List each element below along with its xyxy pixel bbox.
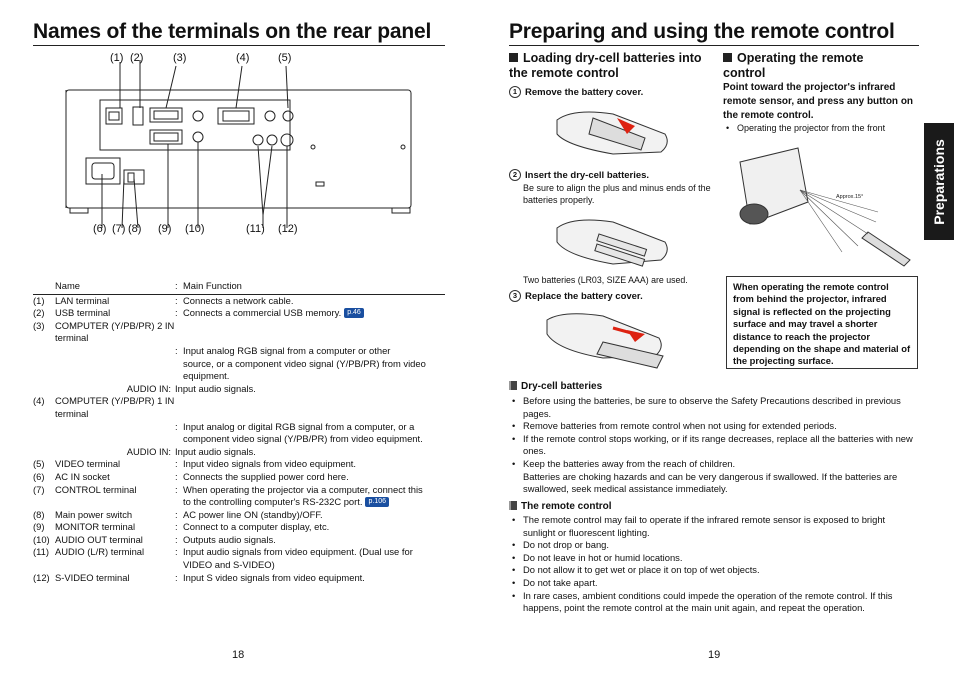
row-name	[55, 433, 175, 446]
operating-front-bullet	[723, 123, 954, 133]
row-name: CONTROL terminal	[55, 483, 137, 495]
row-name	[55, 370, 175, 383]
projector-remote-illustration	[738, 142, 918, 267]
step-3	[509, 290, 643, 303]
left-page-title: Names of the terminals on the rear panel	[33, 20, 432, 43]
table-row	[33, 421, 445, 434]
row-function	[183, 395, 445, 420]
list-item: • In rare cases, ambient conditions could impede the operation of the remote control. If this happens, point the remote control at the main unit again, and repeat the operation.	[509, 590, 919, 615]
row-colon: :	[175, 533, 178, 545]
row-function: VIDEO and S-VIDEO)	[183, 559, 275, 571]
diagram-label-1: (1)	[110, 52, 124, 64]
table-header	[33, 280, 445, 295]
row-name: USB terminal	[55, 307, 111, 319]
row-name: COMPUTER (Y/PB/PR) 1 IN terminal	[55, 395, 175, 419]
row-function: Connect to a computer display, etc.	[183, 521, 330, 533]
square-bullet-icon	[509, 53, 518, 62]
step-1	[509, 86, 643, 99]
row-number	[33, 559, 55, 572]
row-name: MONITOR terminal	[55, 521, 136, 533]
row-colon	[175, 370, 183, 383]
dry-cell-list	[509, 395, 919, 496]
square-bullet-icon	[723, 53, 732, 62]
row-number	[33, 358, 55, 371]
row-function: Connects a commercial USB memory.	[183, 307, 342, 319]
row-colon	[175, 395, 183, 420]
row-number: (3)	[33, 319, 45, 331]
table-row	[33, 446, 445, 459]
row-number	[33, 345, 55, 358]
section-tab-label: Preparations	[931, 138, 947, 225]
diagram-label-8: (8)	[128, 223, 142, 235]
row-function: equipment.	[183, 370, 230, 382]
remote-insert-batteries-illustration	[553, 212, 673, 272]
remote-heading: The remote control	[521, 501, 612, 512]
row-colon: :	[175, 483, 178, 495]
row-name	[55, 345, 175, 358]
step-2-text: Insert the dry-cell batteries.	[525, 170, 650, 181]
row-colon	[175, 358, 183, 371]
row-number: (2)	[33, 307, 45, 319]
row-function	[183, 320, 445, 345]
table-row	[33, 433, 445, 446]
row-function: Input audio signals.	[175, 382, 256, 394]
row-number	[33, 446, 55, 459]
row-colon: :	[175, 521, 178, 533]
diagram-label-11: (11)	[246, 223, 265, 235]
list-item: • Do not allow it to get wet or place it on top of wet objects.	[509, 564, 919, 577]
row-name	[55, 496, 175, 509]
table-row	[33, 370, 445, 383]
row-colon: :	[175, 470, 178, 482]
table-row	[33, 559, 445, 572]
row-name: COMPUTER (Y/PB/PR) 2 IN terminal	[55, 319, 175, 344]
row-function: Input audio signals.	[175, 445, 256, 457]
terminals-table	[33, 280, 445, 584]
diagram-label-2: (2)	[130, 52, 144, 64]
table-row	[33, 320, 445, 345]
diagram-label-6: (6)	[93, 223, 107, 235]
operating-heading: Operating the remote control	[723, 51, 864, 80]
row-number: (1)	[33, 294, 45, 306]
row-colon: :	[175, 344, 178, 356]
table-row	[33, 307, 445, 320]
diagram-label-5: (5)	[278, 52, 292, 64]
header-colon: :	[175, 280, 178, 291]
row-function: component video signal (Y/PB/PR) from video equipment.	[183, 433, 423, 445]
row-number: (6)	[33, 470, 45, 482]
row-name: AUDIO IN:	[126, 445, 171, 457]
row-name: VIDEO terminal	[55, 458, 121, 470]
table-row	[33, 395, 445, 420]
step-1-number: 1	[509, 86, 521, 98]
row-number: (9)	[33, 521, 45, 533]
row-colon: :	[175, 546, 178, 558]
list-item: • Do not drop or bang.	[509, 539, 919, 552]
diagram-label-3: (3)	[173, 52, 187, 64]
row-function: Input audio signals from video equipment. (Dual use for	[183, 546, 413, 558]
diagram-label-10: (10)	[185, 223, 205, 235]
step-1-text: Remove the battery cover.	[525, 87, 644, 98]
step-2	[509, 169, 649, 182]
table-row	[33, 534, 445, 547]
table-row	[33, 546, 445, 559]
right-page-number: 19	[708, 649, 721, 661]
row-name: LAN terminal	[55, 294, 110, 306]
step-2-note: Be sure to align the plus and minus ends of the batteries properly.	[523, 183, 711, 205]
table-row	[33, 345, 445, 358]
left-title-rule	[33, 45, 445, 46]
table-row	[33, 521, 445, 534]
table-row	[33, 572, 445, 585]
list-item: • If the remote control stops working, or if its range decreases, replace all the batteries with new ones.	[509, 433, 919, 458]
row-function: Input S video signals from video equipment.	[183, 571, 365, 583]
note-icon	[509, 501, 517, 510]
list-item: • Keep the batteries away from the reach of children.	[509, 458, 919, 471]
row-name: AUDIO OUT terminal	[55, 533, 143, 545]
list-item: • Remove batteries from remote control when not using for extended periods.	[509, 420, 919, 433]
remote-list	[509, 514, 919, 615]
row-colon	[175, 559, 183, 572]
row-name	[55, 358, 175, 371]
row-function: Input analog RGB signal from a computer or other	[183, 344, 391, 356]
step-3-text: Replace the battery cover.	[525, 291, 643, 302]
remote-heading-block	[509, 501, 612, 512]
list-item: • Do not leave in hot or humid locations.	[509, 552, 919, 565]
loading-heading: Loading dry-cell batteries into the remote control	[509, 51, 702, 80]
diagram-label-12: (12)	[278, 223, 298, 235]
diagram-label-4: (4)	[236, 52, 250, 64]
batteries-used-note: Two batteries (LR03, SIZE AAA) are used.	[523, 275, 688, 285]
row-function: Connects a network cable.	[183, 294, 294, 306]
table-body	[33, 295, 445, 585]
row-function: source, or a component video signal (Y/PB/PR) from video	[183, 357, 426, 369]
row-number: (11)	[33, 546, 49, 558]
row-function: Connects the supplied power cord here.	[183, 470, 349, 482]
row-number	[33, 370, 55, 383]
row-number: (8)	[33, 508, 45, 520]
diagram-label-9: (9)	[158, 223, 172, 235]
row-colon	[175, 433, 183, 446]
operating-front-text: Operating the projector from the front	[737, 123, 886, 133]
list-item: • Do not take apart.	[509, 577, 919, 590]
table-row	[33, 458, 445, 471]
row-number	[33, 421, 55, 434]
table-row	[33, 471, 445, 484]
dry-cell-heading-block	[509, 381, 602, 392]
row-number: (10)	[33, 533, 50, 545]
remote-replace-cover-illustration	[543, 306, 673, 374]
behind-projector-warning: When operating the remote control from behind the projector, infrared signal is reflected on the projecting surface and may travel a shorter distance to reach the projector depending on the shape and material of the projecting surface.	[726, 276, 918, 369]
row-function: AC power line ON (standby)/OFF.	[183, 508, 323, 520]
rear-panel-diagram	[58, 50, 418, 280]
row-name: AUDIO (L/R) terminal	[55, 546, 145, 558]
row-colon	[175, 320, 183, 345]
row-function: Input video signals from video equipment.	[183, 458, 357, 470]
row-colon: :	[175, 294, 178, 306]
remote-remove-cover-illustration	[553, 104, 673, 162]
table-row	[33, 484, 445, 497]
table-row	[33, 509, 445, 522]
header-function: Main Function	[183, 280, 242, 291]
diagram-label-7: (7)	[112, 223, 126, 235]
row-colon: :	[175, 508, 178, 520]
right-title-rule	[509, 45, 919, 46]
note-icon	[509, 381, 517, 390]
row-number: (7)	[33, 483, 45, 495]
list-item: • Before using the batteries, be sure to observe the Safety Precautions described in previous pages.	[509, 395, 919, 420]
row-colon: :	[175, 571, 178, 583]
list-item-continued: Batteries are choking hazards and can be very dangerous if swallowed. If the batteries are swallowed, seek medical assistance immediately.	[523, 470, 898, 495]
table-row	[33, 295, 445, 308]
dry-cell-heading: Dry-cell batteries	[521, 381, 603, 392]
loading-heading-block	[509, 51, 709, 81]
row-name	[55, 559, 175, 572]
row-function: Outputs audio signals.	[183, 533, 276, 545]
row-number: (4)	[33, 395, 45, 407]
row-colon: :	[175, 420, 178, 432]
row-name	[55, 421, 175, 434]
row-function: Input analog or digital RGB signal from a computer, or a	[183, 420, 415, 432]
operating-instruction: Point toward the projector's infrared remote sensor, and press any button on the remote control.	[723, 82, 914, 121]
page-ref-badge[interactable]: p.106	[365, 497, 389, 507]
row-name: Main power switch	[55, 508, 133, 520]
row-function: to the controlling computer's RS-232C port.	[183, 496, 363, 508]
row-number: (12)	[33, 571, 50, 583]
rear-panel-drawing	[58, 50, 418, 280]
table-row	[33, 496, 445, 509]
section-tab	[924, 123, 954, 240]
row-name: AC IN socket	[55, 470, 110, 482]
operating-heading-block	[723, 51, 893, 81]
right-page-title: Preparing and using the remote control	[509, 20, 895, 43]
row-colon: :	[175, 458, 178, 470]
step-3-number: 3	[509, 290, 521, 302]
row-name: S-VIDEO terminal	[55, 571, 130, 583]
left-page-number: 18	[232, 649, 245, 661]
row-colon: :	[175, 307, 178, 319]
row-number	[33, 496, 55, 509]
step-2-number: 2	[509, 169, 521, 181]
row-function: When operating the projector via a computer, connect this	[183, 483, 423, 495]
header-name: Name	[55, 280, 81, 291]
approx-angle-label: Approx.15°	[836, 194, 864, 200]
table-row	[33, 358, 445, 371]
list-item: • The remote control may fail to operate if the infrared remote sensor is exposed to bright sunlight or fluorescent lighting.	[509, 514, 919, 539]
row-number	[33, 433, 55, 446]
row-colon	[175, 496, 183, 509]
row-number: (5)	[33, 458, 45, 470]
row-number	[33, 383, 55, 396]
row-name: AUDIO IN:	[126, 382, 171, 394]
page-ref-badge[interactable]: p.46	[344, 308, 364, 318]
table-row	[33, 383, 445, 396]
